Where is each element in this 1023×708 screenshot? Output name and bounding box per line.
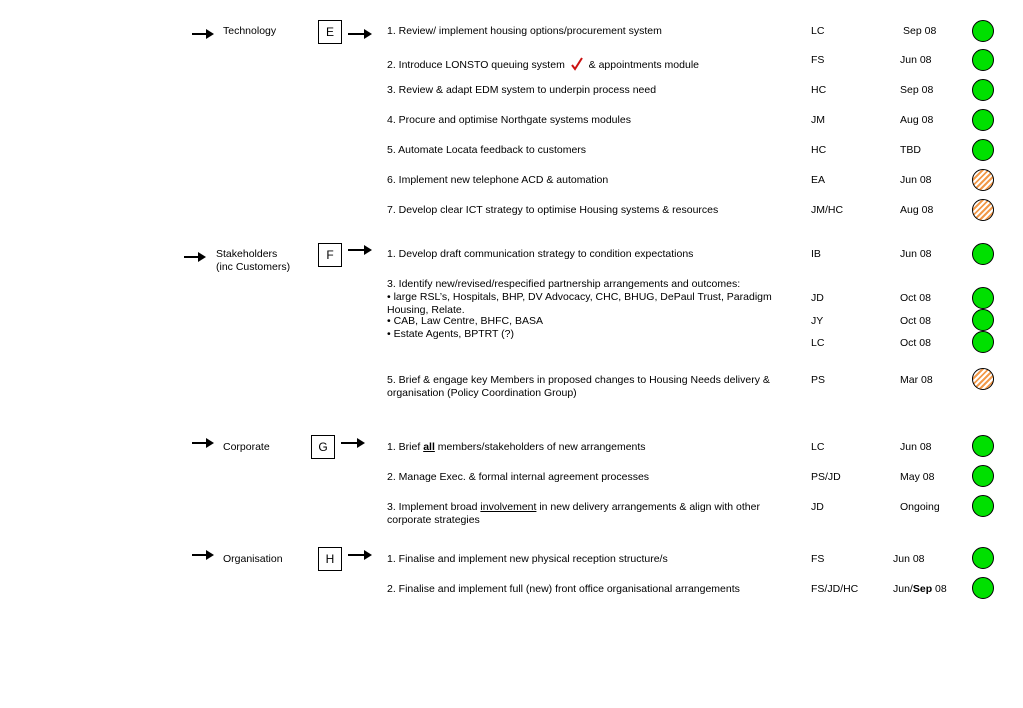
task-owner: EA xyxy=(811,174,826,186)
status-circle-icon xyxy=(972,495,994,517)
task-text-part: & appointments module xyxy=(588,59,699,71)
task-text: 7. Develop clear ICT strategy to optimise Housing systems & resources xyxy=(387,204,719,216)
task-date: Oct 08 xyxy=(900,315,931,327)
status-circle-icon xyxy=(972,169,994,191)
arrow-right-icon xyxy=(192,29,214,39)
task-owner: PS/JD xyxy=(811,471,841,483)
status-circle-icon xyxy=(972,243,994,265)
status-circle-icon xyxy=(972,435,994,457)
task-date: Oct 08 xyxy=(900,292,931,304)
task-owner: FS xyxy=(811,54,825,66)
section-letter-h: H xyxy=(318,547,342,571)
arrow-right-icon xyxy=(192,438,214,448)
task-date: Sep 08 xyxy=(900,84,934,96)
task-owner: JM xyxy=(811,114,825,126)
section-letter-f: F xyxy=(318,243,342,267)
bullet-text: • CAB, Law Centre, BHFC, BASA xyxy=(387,315,543,327)
task-owner: JY xyxy=(811,315,824,327)
task-text: 2. Finalise and implement full (new) front office organisational arrangements xyxy=(387,583,740,595)
status-circle-icon xyxy=(972,465,994,487)
task-owner: HC xyxy=(811,144,827,156)
task-date-emphasis: Sep xyxy=(912,583,933,595)
task-owner: FS/JD/HC xyxy=(811,583,859,595)
task-text: 1. Review/ implement housing options/procurement system xyxy=(387,25,662,37)
task-date: Sep 08 xyxy=(903,25,937,37)
status-circle-icon xyxy=(972,309,994,331)
task-owner: LC xyxy=(811,25,825,37)
section-letter-e: E xyxy=(318,20,342,44)
task-date: TBD xyxy=(900,144,921,156)
task-owner: JD xyxy=(811,501,824,513)
task-text xyxy=(387,54,699,72)
task-text: 1. Develop draft communication strategy to condition expectations xyxy=(387,248,694,260)
section-title-technology: Technology xyxy=(223,25,277,37)
section-title-stakeholders: Stakeholders xyxy=(216,248,278,260)
task-date: Mar 08 xyxy=(900,374,933,386)
task-text: 2. Manage Exec. & formal internal agreement processes xyxy=(387,471,650,483)
status-circle-icon xyxy=(972,109,994,131)
task-date: Jun 08 xyxy=(893,553,925,565)
task-text-part: 1. Brief xyxy=(387,441,421,453)
task-text-part: members/stakeholders of new arrangements xyxy=(437,441,646,453)
task-date: Jun 08 xyxy=(900,441,932,453)
task-text: 3. Review & adapt EDM system to underpin process need xyxy=(387,84,657,96)
status-circle-icon xyxy=(972,287,994,309)
status-circle-icon xyxy=(972,547,994,569)
task-date: Oct 08 xyxy=(900,337,931,349)
task-owner: FS xyxy=(811,553,825,565)
status-circle-icon xyxy=(972,331,994,353)
task-date xyxy=(893,583,947,596)
task-date: Aug 08 xyxy=(900,204,934,216)
arrow-right-icon xyxy=(192,550,214,560)
arrow-right-icon xyxy=(184,252,206,262)
task-text: 1. Finalise and implement new physical reception structure/s xyxy=(387,553,668,565)
task-text-emphasis: all xyxy=(423,441,435,453)
task-date: Ongoing xyxy=(900,501,940,513)
task-text-part: in new delivery arrangements & align with other corporate strategies xyxy=(387,501,760,526)
status-circle-icon xyxy=(972,79,994,101)
task-date: Jun 08 xyxy=(900,54,932,66)
status-circle-icon xyxy=(972,368,994,390)
task-owner: HC xyxy=(811,84,827,96)
check-mark-icon xyxy=(570,57,584,71)
task-date: May 08 xyxy=(900,471,935,483)
task-owner: PS xyxy=(811,374,826,386)
status-circle-icon xyxy=(972,49,994,71)
task-text xyxy=(387,441,646,454)
status-circle-icon xyxy=(972,139,994,161)
task-text: 5. Automate Locata feedback to customers xyxy=(387,144,587,156)
bullet-text: • large RSL’s, Hospitals, BHP, DV Advocacy, CHC, BHUG, DePaul Trust, Paradigm Housing, Relate. xyxy=(387,291,772,316)
status-circle-icon xyxy=(972,20,994,42)
task-date-part: 08 xyxy=(935,583,947,595)
section-letter-g: G xyxy=(311,435,335,459)
task-date: Aug 08 xyxy=(900,114,934,126)
arrow-right-icon xyxy=(348,245,372,255)
arrow-right-icon xyxy=(341,438,365,448)
task-text: 4. Procure and optimise Northgate systems modules xyxy=(387,114,631,126)
task-date: Jun 08 xyxy=(900,174,932,186)
task-text-part: 3. Implement broad xyxy=(387,501,478,513)
bullet-text: • Estate Agents, BPTRT (?) xyxy=(387,328,515,340)
arrow-right-icon xyxy=(348,29,372,39)
section-title-organisation: Organisation xyxy=(223,553,283,565)
task-text: 6. Implement new telephone ACD & automation xyxy=(387,174,609,186)
task-owner: JD xyxy=(811,292,824,304)
task-text-part: 2. Introduce LONSTO queuing system xyxy=(387,59,565,71)
task-owner: LC xyxy=(811,337,825,349)
task-date-part: Jun/ xyxy=(893,583,913,595)
status-circle-icon xyxy=(972,577,994,599)
status-circle-icon xyxy=(972,199,994,221)
task-owner: LC xyxy=(811,441,825,453)
task-owner: IB xyxy=(811,248,821,260)
section-subtitle: (inc Customers) xyxy=(216,261,291,273)
task-text-emphasis: involvement xyxy=(480,501,537,513)
task-date: Jun 08 xyxy=(900,248,932,260)
arrow-right-icon xyxy=(348,550,372,560)
task-text xyxy=(387,501,787,527)
task-owner: JM/HC xyxy=(811,204,844,216)
section-title-corporate: Corporate xyxy=(223,441,270,453)
task-text: 5. Brief & engage key Members in proposed changes to Housing Needs delivery & organisation (Policy Coordination Group) xyxy=(387,374,770,399)
task-text: 3. Identify new/revised/respecified partnership arrangements and outcomes: xyxy=(387,278,741,290)
